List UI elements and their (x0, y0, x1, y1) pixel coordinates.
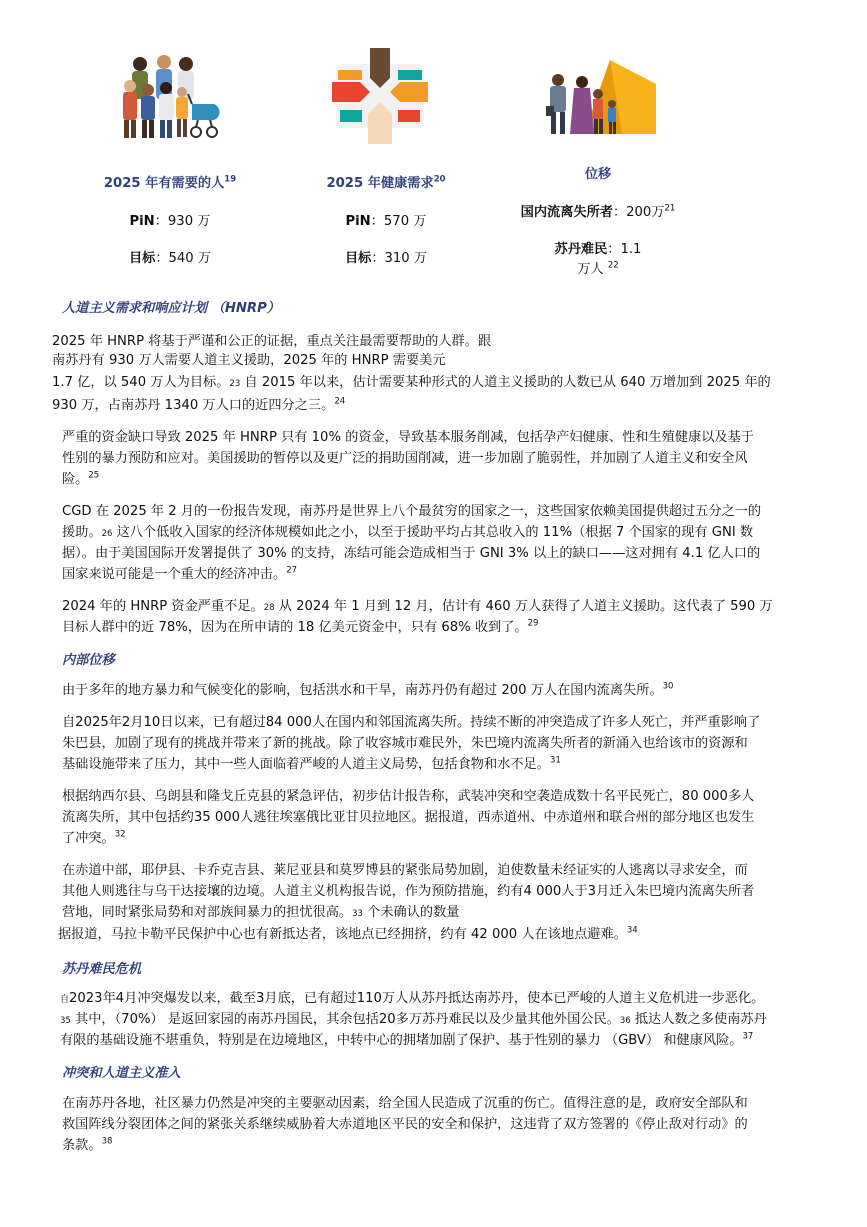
card-people-pin: PiN：930 万 (129, 214, 211, 229)
section-heading-internal-displacement: 内部位移 (62, 653, 115, 668)
hnrp-para4-line1: 2024 年的 HNRP 资金严重不足。28 从 2024 年 1 月到 12 月，估计有 460 万人获得了人道主义援助。这代表了 590 万 (62, 599, 773, 614)
internal-para3-line1: 根据纳西尔县、乌朗县和隆戈丘克县的紧急评估，初步估计报告称，武装冲突和空袭造成数十名平民死亡，80 000多人 (62, 789, 755, 804)
card-health-target: 目标：310 万 (344, 251, 428, 266)
refugee-line3: 有限的基础设施不堪重负，特别是在边境地区，中转中心的拥堵加剧了保护、基于性别的暴力 （GBV） 和健康风险。$^{37}$ (60, 1031, 754, 1048)
conflict-line1: 在南苏丹各地，社区暴力仍然是冲突的主要驱动因素，给全国人民造成了沉重的伤亡。值得注意的是，政府安全部队和 (62, 1096, 748, 1111)
card-displacement-refugees-unit: 万人 $^{22}$ (577, 260, 619, 277)
hnrp-para3-line4: 国家来说可能是一个重大的经济冲击。$^{27}$ (62, 565, 298, 582)
helping-hands-icon (328, 48, 432, 144)
hnrp-para2-line1: 严重的资金缺口导致 2025 年 HNRP 只有 10% 的资金，导致基本服务削减，包括孕产妇健康、性和生殖健康以及基于 (62, 430, 754, 445)
internal-para2-line3: 基础设施带来了压力，其中一些人面临着严峻的人道主义局势，包括食物和水不足。$^{31}$ (62, 755, 561, 772)
hnrp-para2-line3: 险。$^{25}$ (62, 470, 100, 487)
card-displacement-refugees: 苏丹难民：1.1 (554, 242, 642, 257)
section-heading-refugee-crisis: 苏丹难民危机 (62, 962, 142, 977)
internal-para5: 据报道，马拉卡勒平民保护中心也有新抵达者，该地点已经拥挤，约有 42 000 人在该地点避难。$^{34}$ (58, 925, 638, 942)
section-heading-conflict-access: 冲突和人道主义准入 (62, 1066, 181, 1081)
refugee-line1: 自2023年4月冲突爆发以来，截至3月底，已有超过110万人从苏丹抵达南苏丹，使本已严峻的人道主义危机进一步恶化。 (60, 991, 765, 1006)
hnrp-para2-line2: 性别的暴力预防和应对。美国援助的暂停以及更广泛的捐助国削减，进一步加剧了脆弱性，并加剧了人道主义和安全风 (62, 451, 748, 466)
internal-para3-line3: 了冲突。$^{32}$ (62, 829, 126, 846)
card-people-title: 2025 年有需要的人$^{19}$ (103, 174, 237, 191)
card-displacement-title: 位移 (584, 167, 612, 182)
internal-para4-line2: 其他人则逃往与乌干达接壤的边境。人道主义机构报告说，作为预防措施，约有4 000人于3月迁入朱巴境内流离失所者 (62, 884, 755, 899)
hnrp-para1-line4: 930 万，占南苏丹 1340 万人口的近四分之三。$^{24}$ (52, 396, 346, 413)
conflict-line2: 救国阵线分裂团体之间的紧张关系继续威胁着大赤道地区平民的安全和保护，这违背了双方签署的《停止敌对行动》的 (62, 1117, 748, 1132)
card-displacement-idp: 国内流离失所者：200万$^{21}$ (520, 203, 676, 220)
hnrp-para3-line3: 据）。由于美国国际开发署提供了 30% 的支持，冻结可能会造成相当于 GNI 3% 以上的缺口——这对拥有 4.1 亿人口的 (62, 546, 761, 561)
internal-para2-line1: 自2025年2月10日以来，已有超过84 000人在国内和邻国流离失所。持续不断的冲突造成了许多人死亡，并严重影响了 (62, 715, 761, 730)
displaced-family-tent-icon (546, 54, 662, 140)
card-people-target: 目标：540 万 (128, 251, 212, 266)
conflict-line3: 条款。$^{38}$ (62, 1136, 113, 1153)
people-group-icon (118, 52, 222, 144)
hnrp-para3-line2: 援助。26 这八个低收入国家的经济体规模如此之小，以至于援助平均占其总收入的 11%（根据 7 个国家的现有 GNI 数 (62, 525, 754, 540)
section-heading-hnrp: 人道主义需求和响应计划 （HNRP） (62, 301, 280, 316)
hnrp-para1-line1: 2025 年 HNRP 将基于严谨和公正的证据，重点关注最需要帮助的人群。跟 (52, 334, 492, 349)
internal-para4-line1: 在赤道中部，耶伊县、卡乔克吉县、莱尼亚县和莫罗博县的紧张局势加剧，迫使数量未经证实的人逃离以寻求安全，而 (62, 863, 748, 878)
internal-para2-line2: 朱巴县，加剧了现有的挑战并带来了新的挑战。除了收容城市难民外，朱巴境内流离失所者的新涌入也给该市的资源和 (62, 736, 748, 751)
internal-para1: 由于多年的地方暴力和气候变化的影响，包括洪水和干旱，南苏丹仍有超过 200 万人在国内流离失所。$^{30}$ (62, 681, 674, 698)
internal-para3-line2: 流离失所，其中包括约35 000人逃往埃塞俄比亚甘贝拉地区。据报道，西赤道州、中赤道州和联合州的部分地区也发生 (62, 810, 755, 825)
internal-para4-line3: 营地，同时紧张局势和对部族间暴力的担忧很高。33 个未确认的数量 (62, 905, 460, 920)
hnrp-para1-line2: 南苏丹有 930 万人需要人道主义援助，2025 年的 HNRP 需要美元 (52, 353, 446, 368)
hnrp-para3-line1: CGD 在 2025 年 2 月的一份报告发现，南苏丹是世界上八个最贫穷的国家之一，这些国家依赖美国提供超过五分之一的 (62, 504, 762, 519)
hnrp-para4-line2: 目标人群中的近 78%，因为在所申请的 18 亿美元资金中，只有 68% 收到了。$^{29}$ (62, 618, 539, 635)
card-health-pin: PiN：570 万 (345, 214, 427, 229)
card-health-title: 2025 年健康需求$^{20}$ (326, 174, 446, 191)
refugee-line2: 35 其中，（70%） 是返回家园的南苏丹国民，其余包括20多万苏丹难民以及少量其他外国公民。36 抵达人数之多使南苏丹 (60, 1012, 767, 1027)
hnrp-para1-line3: 1.7 亿，以 540 万人为目标。23 自 2015 年以来，估计需要某种形式的人道主义援助的人数已从 640 万增加到 2025 年的 (52, 375, 771, 390)
